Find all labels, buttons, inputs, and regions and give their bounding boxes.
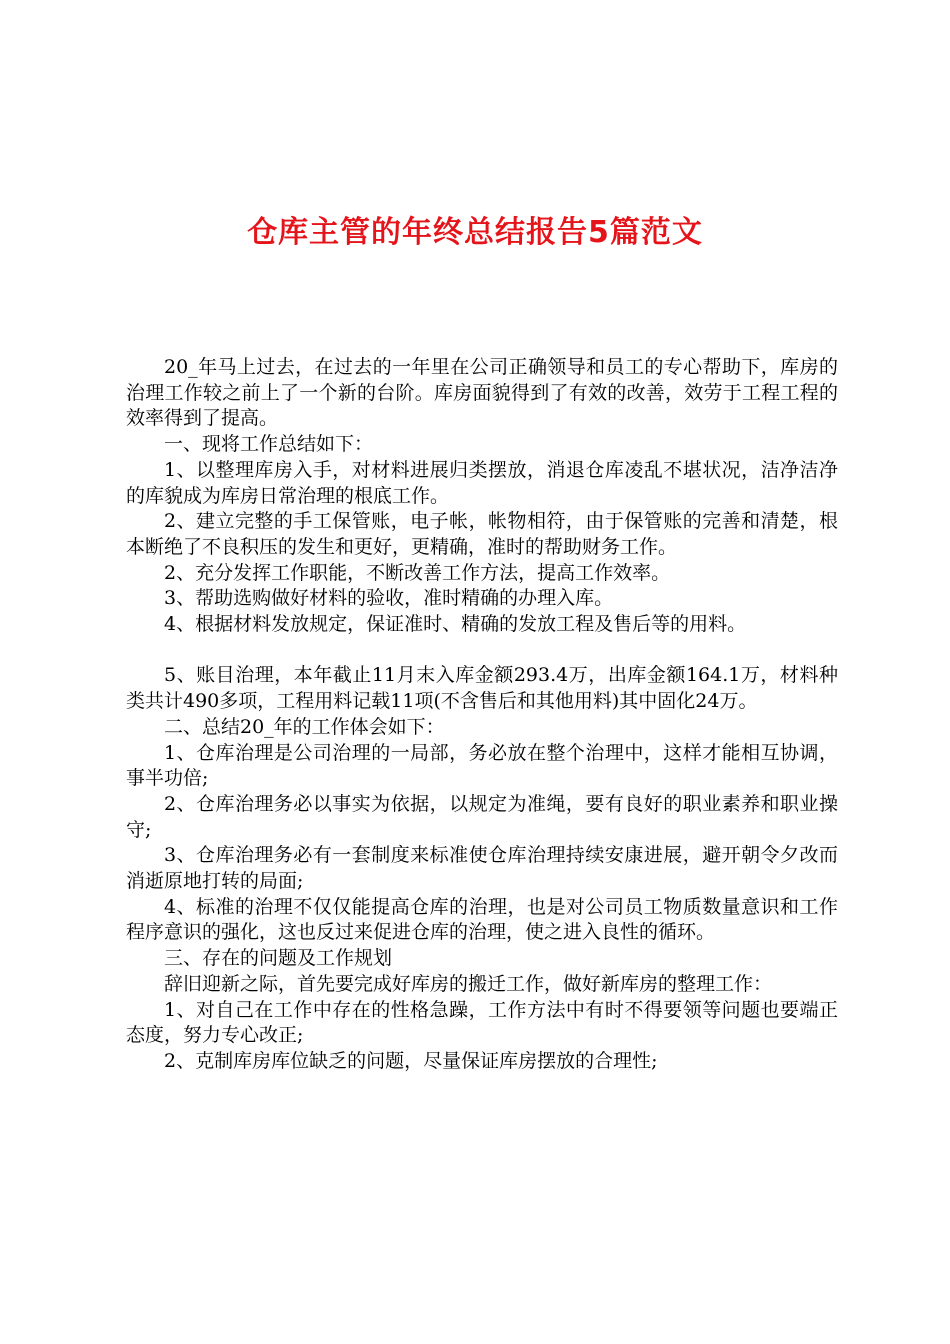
section-heading: 一、现将工作总结如下： (164, 433, 374, 456)
paragraph: 5、账目治理，本年截止11月末入库金额293.4万，出库金额164.1万，材料种类共计490多项，工程用料记载11项(不含售后和其他用料)其中固化24万。 (126, 664, 838, 713)
document-title: 仓库主管的年终总结报告5篇范文 (247, 215, 703, 250)
paragraph: 1、以整理库房入手，对材料进展归类摆放，消退仓库凌乱不堪状况，洁净洁净的库貌成为库房日常治理的根底工作。 (126, 458, 838, 507)
paragraph: 2、建立完整的手工保管账，电子帐，帐物相符，由于保管账的完善和清楚，根本断绝了不良积压的发生和更好，更精确，准时的帮助财务工作。 (126, 510, 838, 558)
blank-line (126, 638, 838, 664)
paragraph: 4、根据材料发放规定，保证准时、精确的发放工程及售后等的用料。 (164, 613, 747, 636)
paragraph: 3、仓库治理务必有一套制度来标准使仓库治理持续安康进展，避开朝令夕改而消逝原地打转的局面; (126, 844, 838, 893)
paragraph: 4、标准的治理不仅仅能提高仓库的治理，也是对公司员工物质数量意识和工作程序意识的强化，这也反过来促进仓库的治理，使之进入良性的循环。 (126, 895, 838, 944)
section-heading: 三、存在的问题及工作规划 (164, 947, 393, 970)
paragraph: 1、对自己在工作中存在的性格急躁，工作方法中有时不得要领等问题也要端正态度，努力专心改正; (126, 998, 838, 1047)
paragraph: 2、充分发挥工作职能，不断改善工作方法，提高工作效率。 (164, 561, 671, 584)
paragraph: 20_年马上过去，在过去的一年里在公司正确领导和员工的专心帮助下，库房的治理工作较之前上了一个新的台阶。库房面貌得到了有效的改善，效劳于工程工程的效率得到了提高。 (126, 356, 838, 430)
paragraph: 辞旧迎新之际，首先要完成好库房的搬迁工作，做好新库房的整理工作： (164, 972, 773, 995)
paragraph: 3、帮助选购做好材料的验收，准时精确的办理入库。 (164, 587, 614, 610)
section-heading: 二、总结20_年的工作体会如下： (164, 715, 445, 738)
paragraph: 2、仓库治理务必以事实为依据，以规定为准绳，要有良好的职业素养和职业操守; (126, 792, 838, 841)
paragraph: 2、克制库房库位缺乏的问题，尽量保证库房摆放的合理性; (164, 1049, 658, 1072)
paragraph: 1、仓库治理是公司治理的一局部，务必放在整个治理中，这样才能相互协调，事半功倍; (126, 741, 838, 790)
document-body (126, 355, 838, 1075)
